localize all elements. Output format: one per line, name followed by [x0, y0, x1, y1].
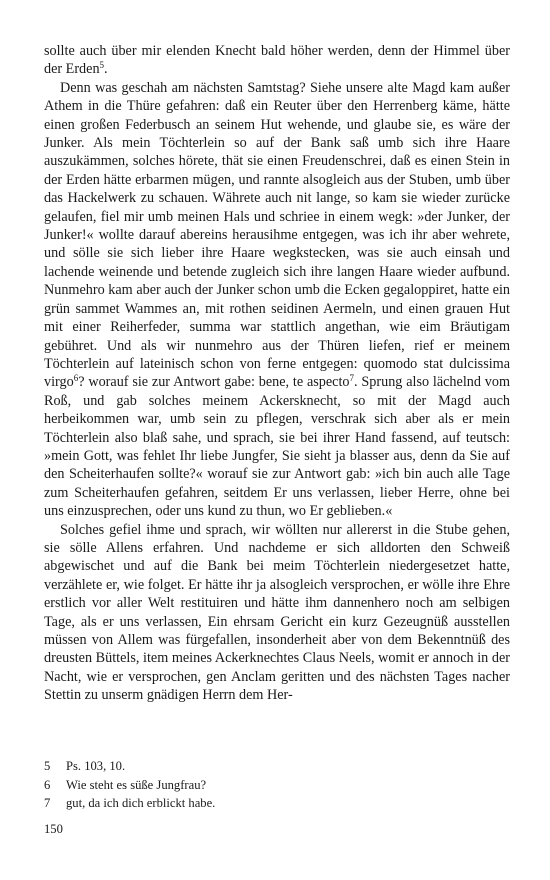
footnote-number: 5 [44, 759, 51, 773]
paragraph-3: Solches gefiel ihme und sprach, wir wöllten nur allererst in die Stube gehen, sie sölle Allens erfahren. Und nachdeme er sich alldorten den Schweiß abgewischet und auf die Bank bei meim Töchterlein niedergesetzet hatte, verzählete er, wie folget. Er hätte ihr ja alsogleich versprochen, er wölle ihre Ehre erstlich vor aller Welt restituiren und hätte ihm dannenhero noch am selbigen Tage, als er uns verlassen, Ein ehrsam Gericht ein kurz Gezeugnüß ausstellen müssen von Allem was fürgefallen, insonderheit aber von dem Bekenntnüß des dreusten Büttels, item meines Ackerknechtes Claus Neels, womit er annoch in der Nacht, wie er versprochen, gen Anclam geritten und des nächsten Tages nacher Stettin zu unserm gnädigen Herrn dem Her- [44, 521, 510, 704]
footnote-text: Wie steht es süße Jungfrau? [66, 777, 207, 792]
footnote-5 [44, 757, 510, 776]
paragraph-2-text-a: Denn was geschah am nächsten Samtstag? Siehe unsere alte Magd kam außer Athem in die Thüre gefahren: daß ein Reuter über den Herrenberg käme, hätte einen großen Federbusch an seinem Hut wehende, und glaube sie, es wäre der Junker. Als mein Töchterlein so auf der Bank saß umb sich ihre Haare auszukämmen, solches hörete, thät sie einen Freudenschrei, daß es einen Stein in der Erden hätte erbarmen mügen, und rannte alsogleich aus der Stuben, umb über das Hackelwerk zu schauen. Währete auch nit lange, so kam sie wieder zurücke gelaufen, fiel mir umb meinen Hals und schriee in einem wegk: »der Junker, der Junker!« wollte darauf abereins herausihme entgegen, was ich ihr aber wehrete, und sölle sie sich lieber ihre Haare wegkstecken, was sie auch einsah und lachende weinende und betende zugleich sich ihre langen Haare wieder aufbund. Nunmehro kam aber auch der Junker schon umb die Ecken gegaloppiret, hatte ein grün sammet Wammes an, mit rothen seidinen Aermeln, und einen grauen Hut mit einer Reiherfeder, summa war stattlich angethan, wie eim Bräutigam gebühret. Und als wir nunmehro aus der Thüren liefen, rief er meinem Töchterlein auf lateinisch schon von ferne entgegen: quomodo stat dulcissima virgo [44, 79, 510, 391]
footnote-ref-6: 6 [73, 373, 79, 384]
footnote-text: Ps. 103, 10. [66, 759, 126, 773]
paragraph-1 [44, 42, 510, 79]
paragraph-2-text-c: . Sprung also lächelnd vom Roß, und gab solches meinem Ackersknecht, so mit der Magd auch herbeikommen war, umb sein zu pflegen, verschrak sich aber als er mein Töchterlein also blaß sahe, und sprach, sie bei ihrer Hand fassend, auf teutsch: »mein Gott, was fehlet Ihr liebe Jungfer, Sie sieht ja blasser aus, denn da Sie auf den Scheiterhaufen sollte?« worauf sie zur Antwort gab: »ich bin auch alle Tage zum Scheiterhaufen gefahren, seitdem Er uns verlassen, lieber Herre, ohne bei uns einzusprechen, oder uns kund zu thun, wo Er geblieben.« [44, 374, 510, 520]
footnote-text: gut, da ich dich erblickt habe. [66, 796, 216, 811]
paragraph-2 [44, 79, 510, 521]
page-body [44, 42, 510, 705]
footnote-7 [44, 794, 510, 813]
main-text [44, 42, 510, 705]
paragraph-1-end: . [104, 61, 108, 78]
page-number: 150 [44, 822, 63, 836]
paragraph-1-text: sollte auch über mir elenden Knecht bald höher werden, denn der Himmel über der Erden [44, 43, 510, 78]
footnote-6 [44, 776, 510, 795]
footnote-ref-7: 7 [349, 373, 355, 384]
footnote-number: 7 [44, 796, 51, 811]
footnotes [44, 757, 510, 813]
paragraph-2-text-b: ? worauf sie zur Antwort gabe: bene, te aspecto [78, 374, 350, 391]
footnote-number: 6 [44, 777, 51, 792]
footnote-ref-5: 5 [99, 60, 105, 71]
